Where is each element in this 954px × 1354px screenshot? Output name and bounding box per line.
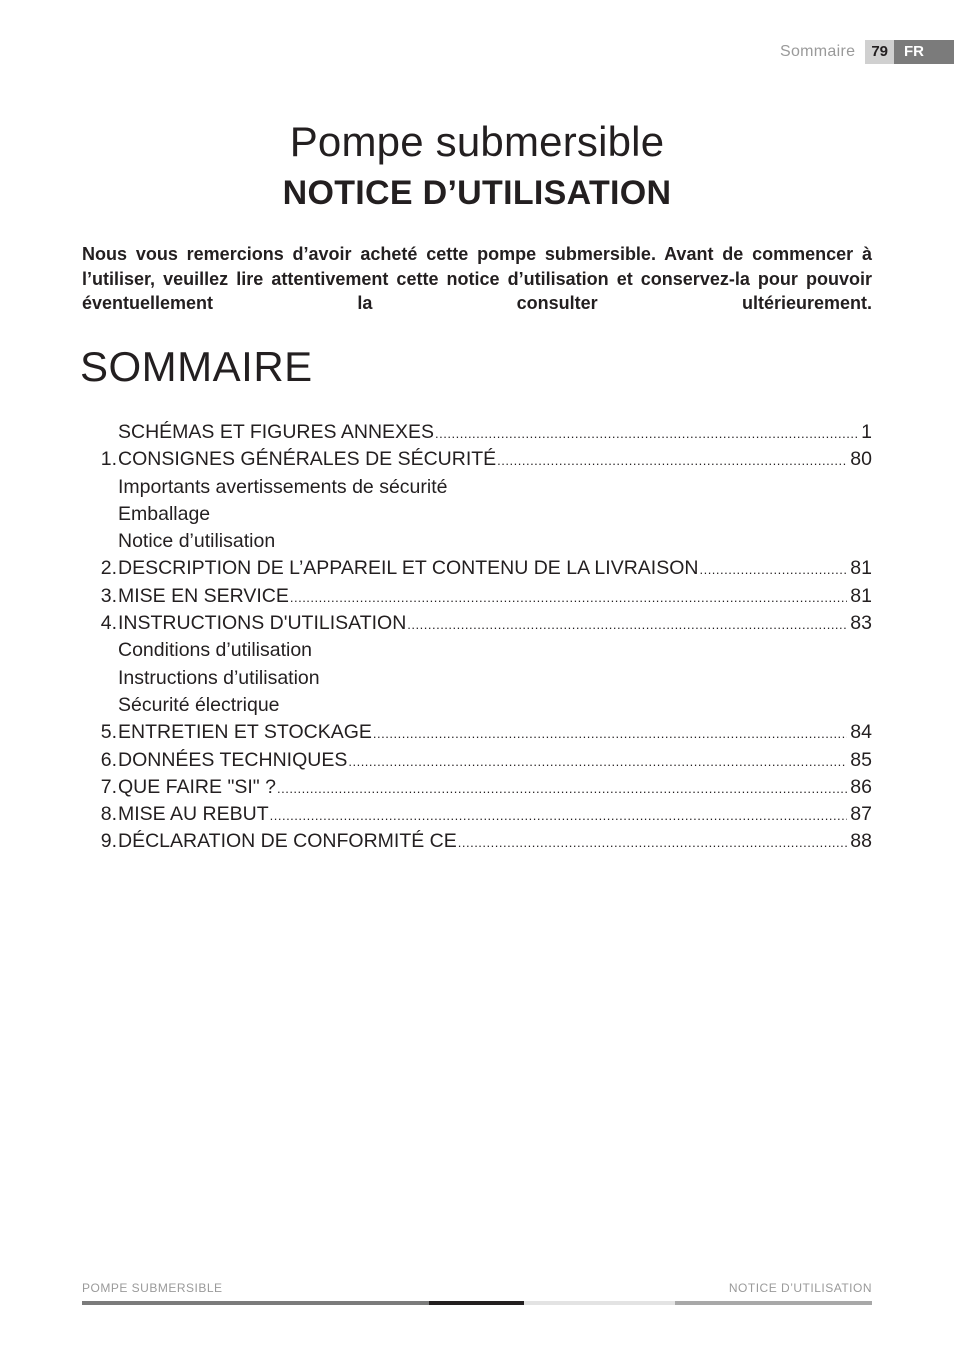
toc-entry-label: Conditions d’utilisation: [118, 639, 313, 662]
toc-entry-page: 84: [850, 721, 872, 744]
toc-entry-page: 86: [850, 775, 872, 798]
toc-entry: [82, 692, 872, 719]
toc-dot-leader: [458, 829, 848, 856]
toc-entry: [82, 747, 872, 774]
toc-dot-leader: [290, 584, 847, 611]
toc-entry-number: 7.: [100, 775, 117, 798]
toc-entry-number: 5.: [100, 721, 117, 744]
toc-entry-number: 4.: [100, 612, 117, 635]
toc-entry-page: 1: [861, 421, 872, 443]
header-language-tab: FR: [894, 40, 954, 64]
toc-dot-leader: [277, 775, 847, 802]
toc-entry: [82, 583, 872, 610]
toc-entry-label: Instructions d’utilisation: [118, 666, 320, 689]
toc-entry-label: MISE EN SERVICE: [118, 584, 289, 607]
toc-entry: [82, 446, 872, 473]
toc-entry-page: 81: [850, 584, 872, 607]
toc-entry-label: DÉCLARATION DE CONFORMITÉ CE: [118, 830, 457, 853]
toc-entry-page: 88: [850, 830, 872, 853]
toc-entry: [82, 501, 872, 528]
toc-entry-number: 2.: [100, 557, 117, 580]
toc-entry-page: 87: [850, 803, 872, 826]
toc-entry-page: 83: [850, 612, 872, 635]
toc-entry: [82, 828, 872, 855]
toc-entry-page: 85: [850, 748, 872, 771]
toc-entry-label: DONNÉES TECHNIQUES: [118, 748, 348, 771]
toc-entry: [82, 719, 872, 746]
toc-dot-leader: [348, 748, 847, 775]
toc-entry-label: DESCRIPTION DE L’APPAREIL ET CONTENU DE LA LIVRAISON: [118, 557, 699, 580]
toc-entry-label: CONSIGNES GÉNÉRALES DE SÉCURITÉ: [118, 448, 497, 471]
footer-document-type: NOTICE D’UTILISATION: [728, 1281, 872, 1295]
footer-rule-segment: [524, 1301, 675, 1305]
toc-entry: [82, 419, 872, 446]
toc-dot-leader: [435, 420, 858, 447]
toc-entry-label: Emballage: [118, 502, 211, 525]
footer-rule-segment: [675, 1301, 872, 1305]
footer-rule: [82, 1301, 872, 1305]
toc-entry-label: Importants avertissements de sécurité: [118, 475, 448, 498]
header-section-label: Sommaire: [780, 43, 856, 60]
toc-entry: [82, 774, 872, 801]
page-header: [780, 40, 954, 64]
toc-entry-page: 81: [850, 557, 872, 580]
toc-entry: [82, 801, 872, 828]
footer-product-name: POMPE SUBMERSIBLE: [82, 1281, 223, 1295]
toc-entry-page: 80: [850, 448, 872, 471]
toc-entry: [82, 474, 872, 501]
toc-dot-leader: [699, 556, 847, 583]
toc-entry: [82, 555, 872, 582]
toc-entry-number: 3.: [100, 584, 117, 607]
table-of-contents: [82, 419, 872, 856]
toc-entry: [82, 665, 872, 692]
toc-entry-label: INSTRUCTIONS D'UTILISATION: [118, 612, 407, 635]
intro-paragraph: Nous vous remercions d’avoir acheté cette pompe submersible. Avant de commencer à l’utiliser, veuillez lire attentivement cette notice d’utilisation et conservez-la pour pouvoir éventuellement la consulter ultérieurement.: [82, 244, 872, 313]
toc-heading: SOMMAIRE: [80, 343, 313, 390]
toc-entry-number: 8.: [100, 803, 117, 826]
toc-entry-label: SCHÉMAS ET FIGURES ANNEXES: [118, 421, 435, 443]
footer-rule-segment: [429, 1301, 524, 1305]
header-page-number: 79: [865, 40, 894, 64]
toc-entry: [82, 528, 872, 555]
footer-rule-segment: [82, 1301, 429, 1305]
document-title: Pompe submersible: [289, 118, 665, 165]
toc-dot-leader: [497, 447, 847, 474]
toc-dot-leader: [270, 802, 848, 829]
document-subtitle: NOTICE D’UTILISATION: [282, 174, 672, 212]
toc-entry: [82, 610, 872, 637]
toc-entry-number: 6.: [100, 748, 117, 771]
toc-entry-label: MISE AU REBUT: [118, 803, 269, 826]
toc-entry: [82, 637, 872, 664]
toc-entry-label: Sécurité électrique: [118, 693, 280, 716]
toc-entry-number: 9.: [100, 830, 117, 853]
toc-dot-leader: [373, 720, 847, 747]
toc-entry-label: QUE FAIRE "SI" ?: [118, 775, 276, 798]
toc-entry-label: Notice d’utilisation: [118, 530, 276, 553]
toc-dot-leader: [407, 611, 847, 638]
toc-entry-number: 1.: [100, 448, 117, 471]
toc-entry-label: ENTRETIEN ET STOCKAGE: [118, 721, 372, 744]
